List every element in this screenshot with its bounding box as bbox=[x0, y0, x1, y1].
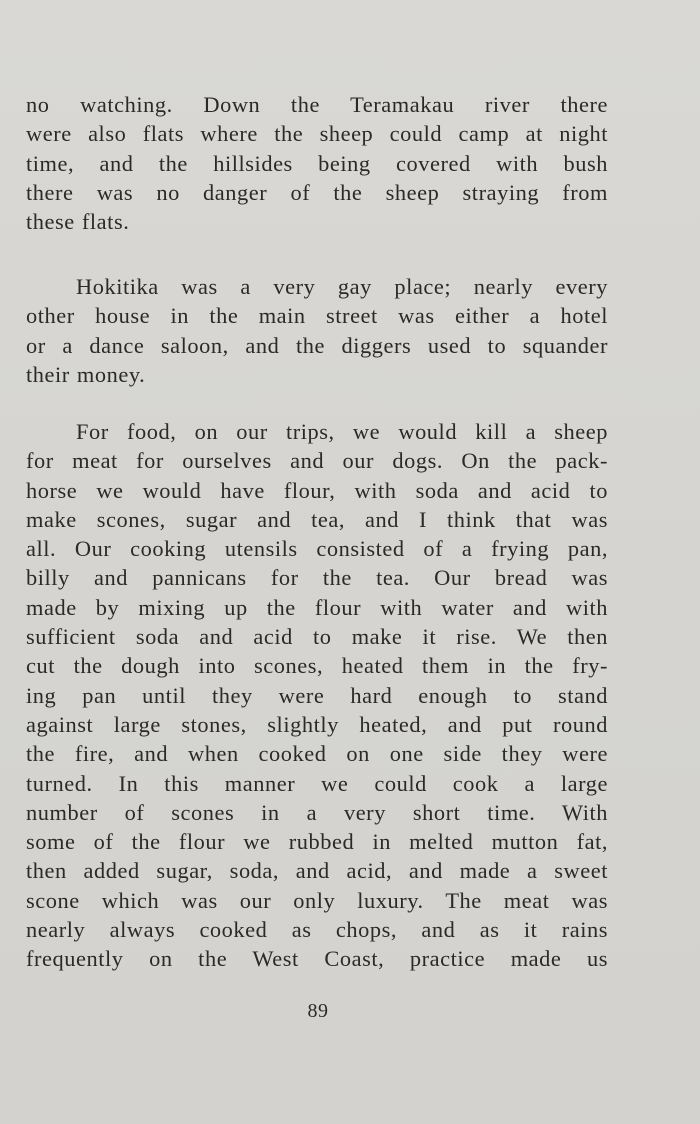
text-line: other house in the main street was either a hotel bbox=[26, 303, 608, 329]
text-line: cut the dough into scones, heated them in the fry- bbox=[26, 653, 608, 679]
text-line: scone which was our only luxury. The meat was bbox=[26, 887, 608, 913]
text-line: Hokitika was a very gay place; nearly every bbox=[76, 274, 608, 299]
text-line: there was no danger of the sheep straying from bbox=[26, 179, 608, 205]
text-line: for meat for ourselves and our dogs. On the pack- bbox=[26, 448, 608, 474]
text-line: frequently on the West Coast, practice made us bbox=[26, 946, 608, 972]
page-number: 89 bbox=[307, 1000, 329, 1022]
text-line: horse we would have flour, with soda and acid to bbox=[26, 477, 608, 503]
text-line: sufficient soda and acid to make it rise. We then bbox=[26, 624, 608, 650]
text-line: make scones, sugar and tea, and I think that was bbox=[26, 506, 608, 532]
text-line: turned. In this manner we could cook a large bbox=[26, 770, 608, 796]
text-line: made by mixing up the flour with water and with bbox=[26, 594, 608, 620]
text-line: no watching. Down the Teramakau river there bbox=[26, 92, 608, 117]
text-line: some of the flour we rubbed in melted mutton fat, bbox=[26, 829, 608, 855]
text-line: ing pan until they were hard enough to stand bbox=[26, 682, 608, 708]
text-line: these flats. bbox=[26, 209, 130, 235]
text-line: or a dance saloon, and the diggers used to squander bbox=[26, 332, 608, 358]
text-line: then added sugar, soda, and acid, and made a sweet bbox=[26, 858, 608, 884]
text-line: For food, on our trips, we would kill a sheep bbox=[76, 419, 608, 444]
paragraph-1 bbox=[26, 90, 608, 236]
text-line: the fire, and when cooked on one side they were bbox=[26, 741, 608, 767]
text-line: against large stones, slightly heated, and put round bbox=[26, 711, 608, 737]
text-line: number of scones in a very short time. With bbox=[26, 799, 608, 825]
text-line: billy and pannicans for the tea. Our bread was bbox=[26, 565, 608, 591]
paragraph-3 bbox=[26, 417, 608, 974]
text-line: their money. bbox=[26, 361, 146, 387]
text-line: nearly always cooked as chops, and as it rains bbox=[26, 917, 608, 943]
text-line: all. Our cooking utensils consisted of a frying pan, bbox=[26, 536, 608, 562]
text-line: were also flats where the sheep could camp at night bbox=[26, 121, 608, 147]
text-line: time, and the hillsides being covered with bush bbox=[26, 150, 608, 176]
paragraph-2 bbox=[26, 272, 608, 389]
